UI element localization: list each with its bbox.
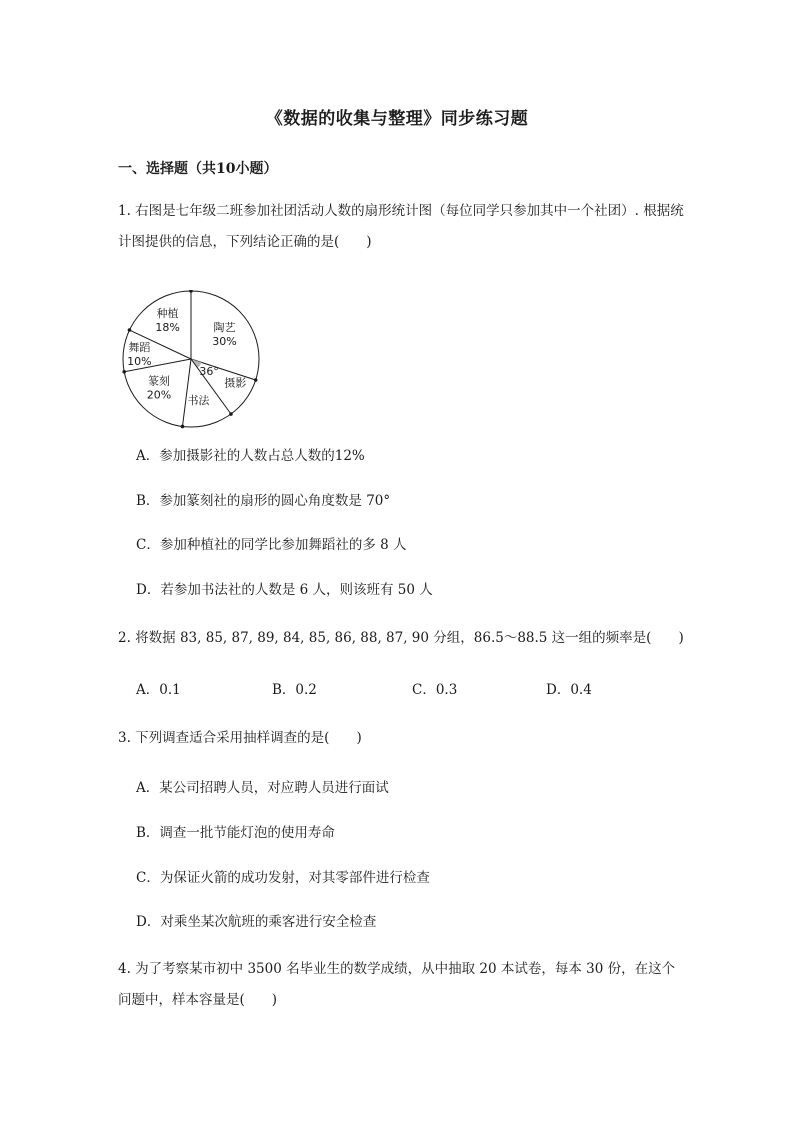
question-2-option-a[interactable]: A．0.1 <box>136 682 181 698</box>
pie-divider-dot-6 <box>128 328 132 332</box>
question-2-option-d[interactable]: D．0.4 <box>546 682 592 698</box>
pie-label-name-2: 摄影 <box>224 376 247 390</box>
question-3-option-a[interactable]: A．某公司招聘人员，对应聘人员进行面试 <box>136 780 389 796</box>
question-3-option-b[interactable]: B．调查一批节能灯泡的使用寿命 <box>136 825 335 841</box>
pie-chart <box>118 290 263 430</box>
pie-label-value-4: 20% <box>146 388 172 402</box>
question-2-options <box>0 680 794 700</box>
question-1-stem: 1. 右图是七年级二班参加社团活动人数的扇形统计图（每位同学只参加其中一个社团）. 根据统计图提供的信息，下列结论正确的是( ) <box>118 203 684 250</box>
question-1-option-c[interactable]: C．参加种植社的同学比参加舞蹈社的多 8 人 <box>136 537 407 553</box>
question-2-stem: 2. 将数据 83, 85, 87, 89, 84, 85, 86, 88, 87, 90 分组，86.5～88.5 这一组的频率是( ) <box>118 630 684 646</box>
pie-label-value-2: 36° <box>199 364 219 378</box>
pie-divider-dot-4 <box>181 425 185 429</box>
pie-label-name-3: 书法 <box>187 393 210 407</box>
question-3-option-c[interactable]: C．为保证火箭的成功发射，对其零部件进行检查 <box>136 870 430 886</box>
pie-label-value-6: 18% <box>155 321 180 335</box>
pie-label-value-1: 30% <box>212 335 237 349</box>
pie-label-value-5: 10% <box>127 355 152 369</box>
pie-divider-dot-3 <box>229 412 233 416</box>
pie-divider-dot-2 <box>254 378 258 382</box>
pie-label-name-6: 种植 <box>156 307 179 321</box>
pie-label-name-4: 篆刻 <box>147 374 170 388</box>
section-heading: 一、选择题（共10小题） <box>118 161 278 177</box>
question-3-stem: 3. 下列调查适合采用抽样调查的是( ) <box>118 730 362 746</box>
question-3-option-d[interactable]: D．对乘坐某次航班的乘客进行安全检查 <box>136 914 377 930</box>
pie-divider-dot-1 <box>189 290 193 293</box>
pie-label-name-1: 陶艺 <box>213 321 236 335</box>
question-1-option-d[interactable]: D．若参加书法社的人数是 6 人，则该班有 50 人 <box>136 582 433 598</box>
pie-divider-dot-5 <box>122 370 126 374</box>
pie-divider-4 <box>182 359 191 426</box>
question-1-option-a[interactable]: A．参加摄影社的人数占总人数的12% <box>136 448 365 464</box>
page-title: 《数据的收集与整理》同步练习题 <box>265 109 529 129</box>
pie-label-name-5: 舞蹈 <box>128 341 151 355</box>
question-2-option-c[interactable]: C．0.3 <box>412 682 458 698</box>
question-1-option-b[interactable]: B．参加篆刻社的扇形的圆心角度数是 70° <box>136 493 391 509</box>
question-2-option-b[interactable]: B．0.2 <box>272 682 317 698</box>
question-4-stem: 4. 为了考察某市初中 3500 名毕业生的数学成绩，从中抽取 20 本试卷，每本 30 份，在这个问题中，样本容量是( ) <box>118 961 676 1008</box>
